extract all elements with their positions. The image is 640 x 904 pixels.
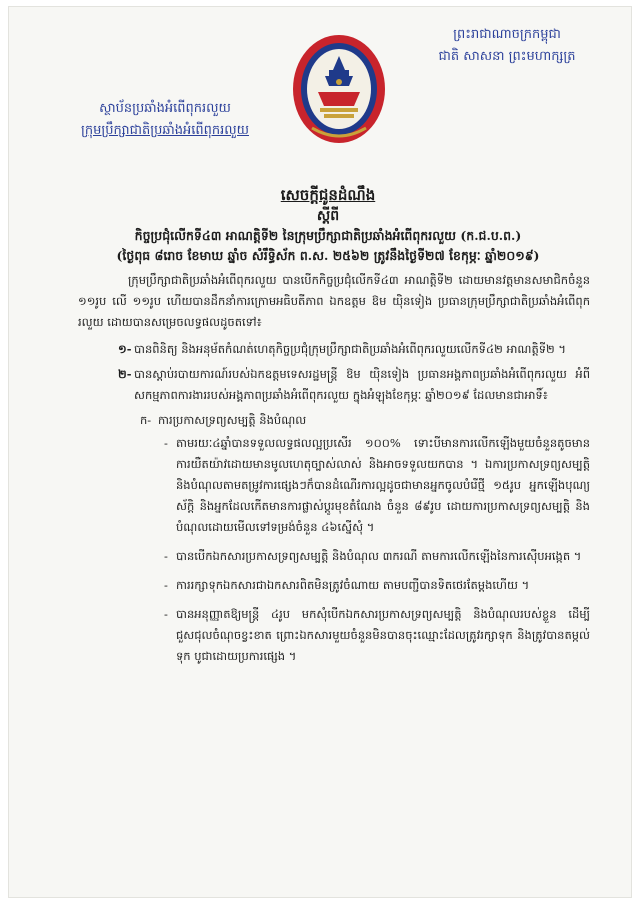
document-body: [78, 270, 590, 675]
kingdom-header: [422, 24, 592, 68]
national-council-seal-icon: [290, 32, 388, 146]
bullet-item: [78, 575, 590, 596]
item-text: បានពិនិត្យ និងអនុម័តកំណត់ហេតុកិច្ចប្រជុំក្រុមប្រឹក្សាជាតិប្រឆាំងអំពើពុករលួយលើកទី៤២ អាណត្តិទី២ ។: [134, 342, 566, 356]
sub-section-text: ការប្រកាសទ្រព្យសម្បត្តិ និងបំណុល: [158, 413, 307, 427]
bullet-item: [78, 604, 590, 667]
council-name: ក្រុមប្រឹក្សាជាតិប្រឆាំងអំពើពុករលួយ: [81, 123, 249, 138]
list-item: [78, 364, 590, 406]
bullet-marker: -: [164, 436, 168, 450]
agency-name: ស្ថាប័នប្រឆាំងអំពើពុករលួយ: [99, 101, 231, 116]
bullet-text: បានអនុញ្ញាតឱ្យមន្ត្រី ៤រូប មកសុំបើកឯកសារប្រកាសទ្រព្យសម្បត្តិ និងបំណុលរបស់ខ្លួន ដើម្បីជួសជុលចំណុចខ្វះខាត ព្រោះឯកសារមួយចំនួនមិនបានចុះឈ្មោះដែលត្រូវរក្សាទុក និងត្រូវបានតម្កល់ទុក បូជាដោយប្រការផ្សេង ។: [176, 607, 590, 663]
bullet-marker: -: [164, 607, 168, 621]
bullet-marker: -: [164, 578, 168, 592]
document-title: សេចក្តីជូនដំណឹង: [280, 186, 376, 204]
national-motto: ជាតិ សាសនា ព្រះមហាក្សត្រ: [438, 49, 576, 64]
sub-section-label: ក-: [140, 413, 152, 427]
document-title-block: [44, 184, 612, 266]
item-number: ២-: [118, 367, 132, 381]
list-item: [78, 339, 590, 360]
document-date: (ថ្ងៃពុធ ៨រោច ខែមាឃ ឆ្នាំច សំរឹទ្ធិស័ក ព.ស. ២៥៦២ ត្រូវនឹងថ្ងៃទី២៧ ខែកុម្ភៈ ឆ្នាំ២០១៩): [116, 248, 540, 263]
agency-header: [50, 98, 280, 142]
item-text: បានស្តាប់របាយការណ៍របស់ឯកឧត្តមទេសរដ្ឋមន្ត្រី ឱម យ៉ិនទៀង ប្រធានអង្គភាពប្រឆាំងអំពើពុករលួយ អំពីសកម្មភាពការងាររបស់អង្គភាពប្រឆាំងអំពើពុករលួយ ក្នុងអំឡុងខែកុម្ភៈ ឆ្នាំ២០១៩ ដែលមានជាអាទិ៍៖: [134, 367, 590, 402]
document-page: [8, 6, 632, 898]
kingdom-name: ព្រះរាជាណាចក្រកម្ពុជា: [453, 27, 561, 42]
bullet-item: [78, 546, 590, 567]
bullet-item: [78, 433, 590, 538]
intro-paragraph: ក្រុមប្រឹក្សាជាតិប្រឆាំងអំពើពុករលួយ បានបើកកិច្ចប្រជុំលើកទី៤៣ អាណត្តិទី២ ដោយមានវត្តមានសមាជិកចំនួន ១១រូប លើ ១១រូប ហើយបានដឹកនាំការក្រោមអធិបតីភាព ឯកឧត្តម ឱម យ៉ិនទៀង ប្រធានក្រុមប្រឹក្សាជាតិប្រឆាំងអំពើពុករលួយ ដោយបានសម្រេចលទ្ធផលដូចតទៅ៖: [78, 273, 590, 329]
document-subject-label: ស្តីពី: [316, 208, 340, 224]
item-number: ១-: [118, 342, 132, 356]
document-subject: កិច្ចប្រជុំលើកទី៤៣ អាណត្តិទី២ នៃក្រុមប្រឹក្សាជាតិប្រឆាំងអំពើពុករលួយ (ក.ជ.ប.ព.): [134, 228, 522, 243]
bullet-text: ការរក្សាទុកឯកសារជាឯកសារពិតមិនត្រូវចំណាយ តាមបញ្ជីបានទិតថេរតែម្តងហើយ ។: [176, 578, 530, 592]
bullet-marker: -: [164, 549, 168, 563]
bullet-text: បានបើកឯកសារប្រកាសទ្រព្យសម្បត្តិ និងបំណុល ៣ករណី តាមការលើកឡើងនៃការស៊ើបអង្កេត ។: [176, 549, 582, 563]
bullet-text: តាមរយៈ៤ឆ្នាំបានទទួលលទ្ធផលល្អប្រសើរ ១០០% ទោះបីមានការលើកឡើងមួយចំនួនតូចមានការយឺតយ៉ាវដោយមានមូលហេតុច្បាស់លាស់ និងអាចទទួលយកបាន ។ ឯការប្រកាសទ្រព្យសម្បត្តិ និងបំណុលតាមតម្រូវការផ្សេងៗក៏បានដំណើរការល្អដូចជាមានអ្នកចូលបំរើថ្មី ១៥រូប អ្នកឡើងបុណ្យស័ក្តិ និងអ្នកដែលកើតមានការផ្លាស់ប្តូរមុខតំណែង ចំនួន ៨៩រូប ដោយការប្រកាសទ្រព្យសម្បត្តិ និងបំណុលដោយមើលទៅទម្រង់ចំនួន ៤៦ស្នើសុំ ។: [176, 436, 590, 534]
sub-section-heading: [78, 410, 590, 431]
